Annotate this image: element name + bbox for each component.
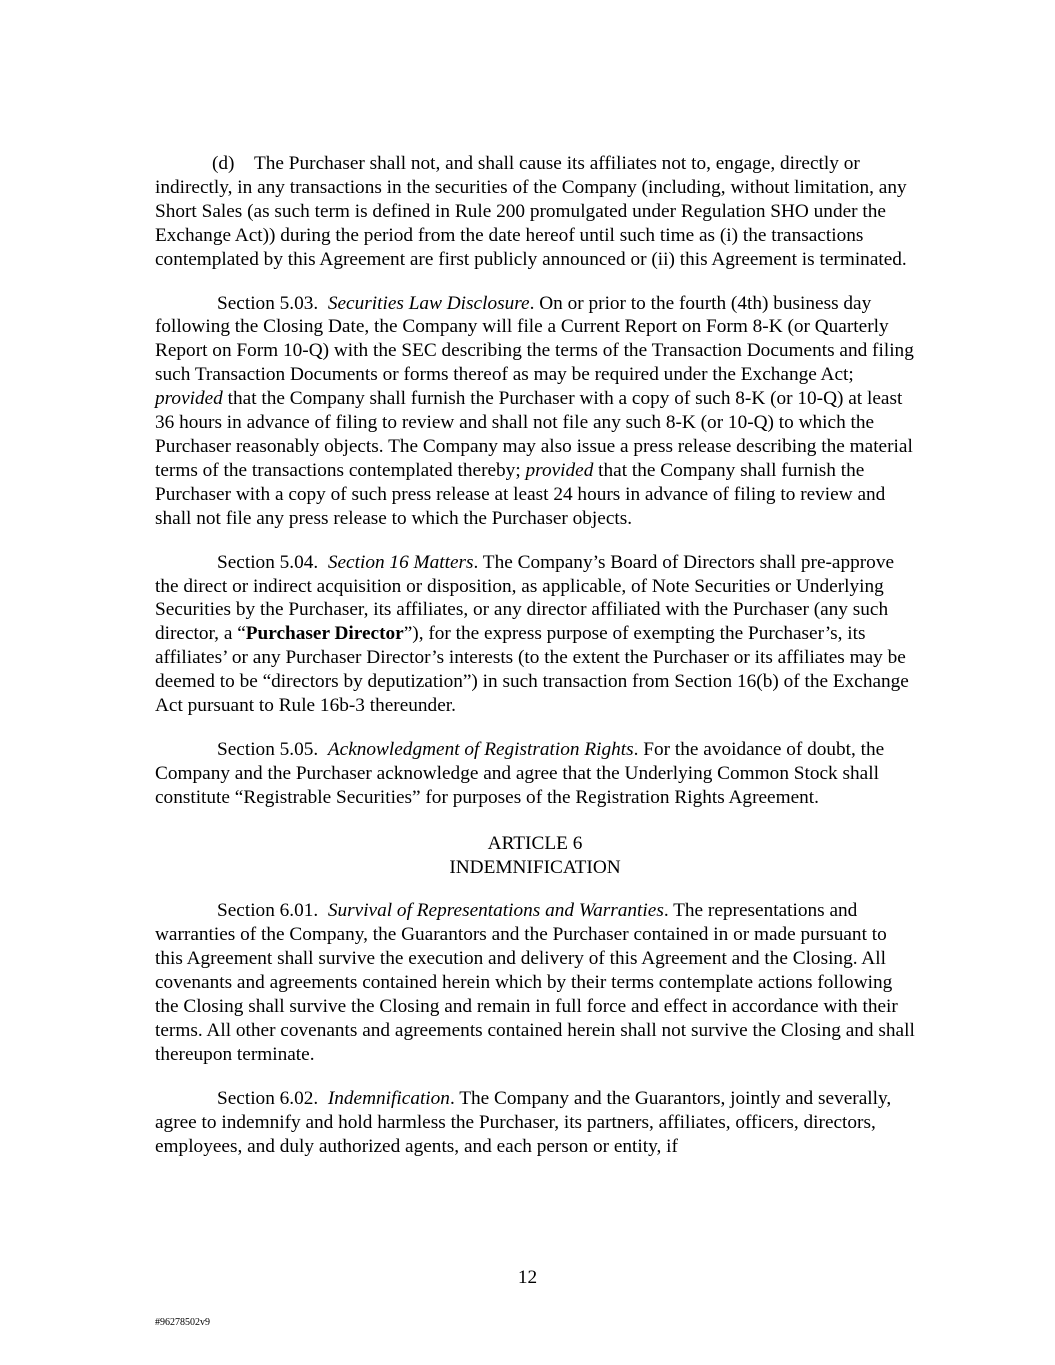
section-title: Survival of Representations and Warranties: [327, 900, 664, 922]
provided-term: provided: [155, 388, 223, 410]
section-text: . The Company and the Guarantors, jointly and severally, agree to indemnify and hold harmless the Purchaser, its partners, affiliates, officers, directors, employees, and duly authorized agents, and each person or entity, if: [155, 1087, 892, 1157]
section-title: Securities Law Disclosure: [327, 292, 530, 314]
section-text: that the Company shall furnish the Purchaser with a copy of such press release at least 24 hours in advance of filing to review and shall not file any press release to which the Purchaser objects.: [155, 459, 886, 529]
section-number: Section 5.05.: [217, 738, 319, 760]
section-5-05: [155, 738, 915, 810]
defined-term: Purchaser Director: [245, 623, 404, 645]
section-number: Section 6.02.: [217, 1087, 319, 1109]
section-text: . For the avoidance of doubt, the Company and the Purchaser acknowledge and agree that the Underlying Common Stock shall constitute “Registrable Securities” for purposes of the Registration Rights Agreement.: [155, 738, 885, 808]
section-number: Section 6.01.: [217, 900, 319, 922]
section-text: . The representations and warranties of the Company, the Guarantors and the Purchaser contained in or made pursuant to this Agreement shall survive the execution and delivery of this Agreement and the Closing. All covenants and agreements contained herein which by their terms contemplate actions following the Closing shall survive the Closing and remain in full force and effect in accordance with their terms. All other covenants and agreements contained herein shall not survive the Closing and shall thereupon terminate.: [155, 900, 915, 1065]
page-number: 12: [517, 1267, 538, 1288]
provided-term: provided: [525, 459, 594, 481]
paragraph-label: (d): [212, 153, 235, 174]
article-heading: [155, 832, 915, 880]
article-title: INDEMNIFICATION: [449, 856, 621, 878]
paragraph-d: [155, 152, 915, 272]
section-number: Section 5.03.: [217, 292, 319, 314]
section-title: Section 16 Matters: [327, 551, 474, 573]
section-6-02: [155, 1087, 915, 1159]
section-title: Acknowledgment of Registration Rights: [327, 738, 634, 760]
paragraph-text: The Purchaser shall not, and shall cause its affiliates not to, engage, directly or indirectly, in any transactions in the securities of the Company (including, without limitation, any Short Sales (as such term is defined in Rule 200 promulgated under Regulation SHO under the Exchange Act)) during the period from the date hereof until such time as (i) the transactions contemplated by this Agreement are first publicly announced or (ii) this Agreement is terminated.: [155, 153, 907, 270]
document-id: #96278502v9: [155, 1317, 210, 1328]
section-text: that the Company shall furnish the Purchaser with a copy of such 8-K (or 10-Q) at least 36 hours in advance of filing to review and shall not file any such 8-K (or 10-Q) to which the Purchaser reasonably objects. The Company may also issue a press release describing the material terms of the transactions contemplated thereby;: [155, 388, 913, 481]
section-text: . The Company’s Board of Directors shall pre-approve the direct or indirect acquisition or disposition, as applicable, of Note Securities or Underlying Securities by the Purchaser, its affiliates, or any director affiliated with the Purchaser (any such director, a “: [155, 551, 895, 645]
section-5-04: [155, 551, 915, 718]
document-page: [155, 152, 915, 1179]
section-text: . On or prior to the fourth (4th) business day following the Closing Date, the Company will file a Current Report on Form 8-K (or Quarterly Report on Form 10-Q) with the SEC describing the terms of the Transaction Documents and filing such Transaction Documents or forms thereof as may be required under the Exchange Act;: [155, 292, 914, 386]
section-text: ”), for the express purpose of exempting the Purchaser’s, its affiliates’ or any Purchaser Director’s interests (to the extent the Purchaser or its affiliates may be deemed to be “directors by deputization”) in such transaction from Section 16(b) of the Exchange Act pursuant to Rule 16b-3 thereunder.: [155, 623, 909, 717]
section-5-03: [155, 292, 915, 531]
article-number: ARTICLE 6: [487, 832, 583, 854]
section-number: Section 5.04.: [217, 551, 319, 573]
section-6-01: [155, 899, 915, 1066]
section-title: Indemnification: [327, 1087, 450, 1109]
